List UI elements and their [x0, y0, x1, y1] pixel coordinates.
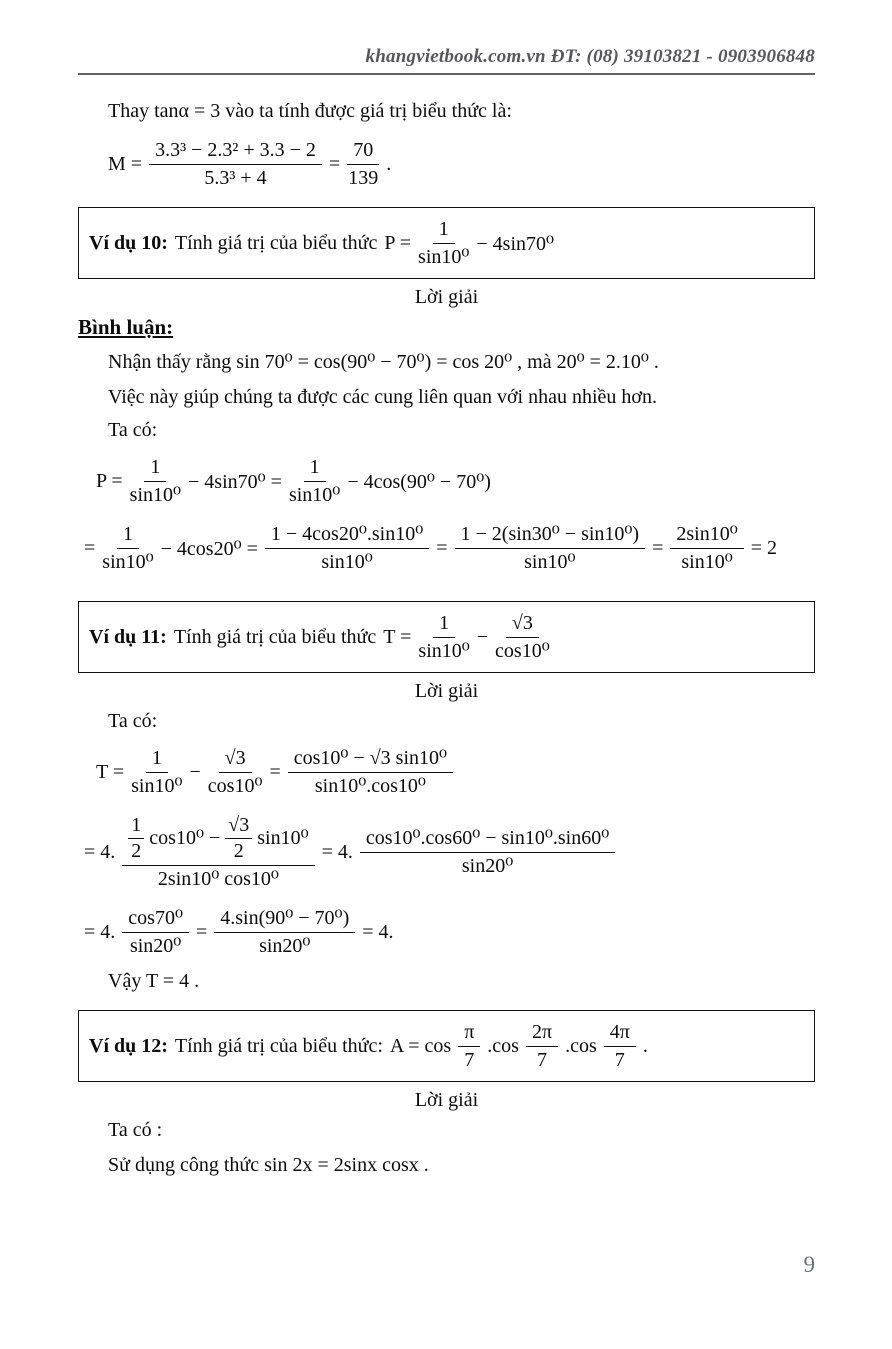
- paragraph-text: Thay tanα = 3 vào ta tính được giá trị biểu thức là:: [108, 100, 512, 122]
- formula-usage-text: Sử dụng công thức sin 2x = 2sinx cosx .: [108, 1154, 429, 1176]
- fraction-denominator: 7: [537, 1048, 548, 1071]
- fraction-denominator: sin10⁰: [524, 551, 576, 573]
- solution-heading-text: Lời giải: [414, 680, 479, 702]
- example-10-desc: Tính giá trị của biểu thức: [174, 231, 378, 254]
- example-box-12: [78, 1010, 815, 1082]
- solution-heading: [78, 286, 815, 309]
- paragraph-thay: [108, 97, 815, 126]
- example-box-11: [78, 601, 815, 673]
- comment-heading-text: Bình luận:: [78, 315, 174, 339]
- fraction: [289, 455, 340, 508]
- fraction-denominator: sin10⁰: [681, 551, 733, 573]
- equals-sign: =: [652, 537, 664, 559]
- fraction: [418, 611, 469, 664]
- formula-lhs: P =: [384, 231, 412, 254]
- fraction-numerator: 1 − 4cos20⁰.sin10⁰: [265, 522, 429, 549]
- fraction: [458, 1020, 480, 1073]
- fraction: [265, 522, 429, 575]
- ta-co-text: Ta có :: [108, 1119, 163, 1141]
- fraction-denominator: sin20⁰: [461, 855, 514, 877]
- formula-tail: = 2: [750, 537, 778, 559]
- ta-co-line: [108, 416, 815, 445]
- fraction-denominator: 5.3³ + 4: [204, 167, 267, 189]
- formula-lhs: P =: [96, 470, 123, 492]
- fraction-numerator: [122, 813, 314, 866]
- fraction: [225, 813, 252, 864]
- fraction: [604, 1020, 636, 1073]
- fraction-denominator: cos10⁰: [495, 639, 550, 662]
- formula-lhs: T =: [96, 761, 125, 783]
- fraction-numerator: 2sin10⁰: [670, 522, 743, 549]
- fraction: [208, 746, 263, 799]
- fraction-numerator: 1: [146, 746, 168, 773]
- equals-sign: =: [84, 537, 96, 559]
- fraction: [418, 217, 469, 270]
- fraction: [122, 813, 314, 892]
- example-12-desc: Tính giá trị của biểu thức:: [174, 1034, 383, 1057]
- formula-p-row-2: [84, 522, 815, 575]
- formula-tail: = 4.: [362, 921, 394, 943]
- ta-co-text: Ta có:: [108, 710, 158, 732]
- minus-sign: −: [476, 625, 489, 648]
- conclusion-text: Vậy T = 4 .: [108, 970, 200, 992]
- example-11-label: Ví dụ 11:: [89, 625, 167, 648]
- fraction-numerator: 1: [304, 455, 326, 482]
- formula-usage-line: [108, 1151, 815, 1180]
- fraction: [360, 826, 615, 879]
- equals-sign: =: [269, 761, 281, 783]
- fraction: [495, 611, 550, 664]
- fraction: [526, 1020, 558, 1073]
- fraction: [670, 522, 743, 575]
- equals-sign: = 4.: [321, 841, 353, 863]
- period: .: [386, 153, 392, 175]
- fraction-denominator: sin10⁰: [418, 245, 470, 268]
- equals-sign: = 4.: [84, 841, 116, 863]
- comment-heading: [78, 315, 815, 340]
- formula-lhs: T =: [383, 625, 412, 648]
- equals-sign: =: [436, 537, 448, 559]
- equals-sign: =: [328, 153, 341, 175]
- fraction-denominator: cos10⁰: [207, 775, 263, 797]
- solution-heading: [78, 1089, 815, 1112]
- fraction: [288, 746, 453, 799]
- fraction-numerator: π: [458, 1020, 480, 1047]
- fraction: [149, 138, 322, 191]
- fraction-numerator: √3: [506, 611, 539, 638]
- fraction: [455, 522, 646, 575]
- formula-tail: − 4sin70⁰: [476, 232, 555, 255]
- fraction-numerator: 4π: [604, 1020, 636, 1047]
- fraction: [214, 906, 355, 959]
- formula-t-row-1: [96, 746, 815, 799]
- fraction-denominator: 2: [233, 840, 244, 862]
- fraction-denominator: 7: [614, 1048, 625, 1071]
- solution-heading: [78, 680, 815, 703]
- page-number-text: 9: [803, 1252, 815, 1277]
- fraction-numerator: 4.sin(90⁰ − 70⁰): [214, 906, 355, 933]
- conclusion-line: [108, 967, 815, 996]
- fraction-denominator: sin20⁰: [129, 935, 182, 957]
- fraction: [347, 138, 379, 191]
- formula-p-row-1: [96, 455, 815, 508]
- equals-sign: = 4.: [84, 921, 116, 943]
- fraction-numerator: 3.3³ − 2.3² + 3.3 − 2: [149, 138, 322, 165]
- fraction-numerator: 2π: [526, 1020, 558, 1047]
- fraction: [128, 813, 144, 864]
- fraction-denominator: sin10⁰: [288, 484, 341, 506]
- comment-line-2: [108, 383, 815, 412]
- ta-co-line: [108, 1116, 815, 1145]
- fraction-denominator: 2: [131, 840, 142, 862]
- solution-heading-text: Lời giải: [414, 286, 479, 308]
- example-10-label: Ví dụ 10:: [89, 231, 168, 254]
- fraction-numerator: 70: [347, 138, 379, 165]
- fraction-denominator: sin20⁰: [259, 935, 311, 957]
- minus-sign: −: [189, 761, 201, 783]
- fraction: [130, 455, 181, 508]
- fraction: [122, 906, 189, 959]
- fraction-denominator: sin10⁰: [102, 551, 154, 573]
- formula-mid: .cos: [565, 1034, 597, 1057]
- fraction-denominator: 139: [348, 167, 379, 189]
- fraction-denominator: 7: [464, 1048, 475, 1071]
- fraction: [102, 522, 153, 575]
- fraction-numerator: 1: [144, 455, 166, 482]
- header-contact-line: [78, 46, 815, 75]
- formula-mid: − 4cos20⁰ =: [160, 538, 258, 560]
- fraction-numerator: √3: [219, 746, 252, 773]
- example-11-desc: Tính giá trị của biểu thức: [173, 625, 377, 648]
- period: .: [642, 1034, 648, 1057]
- equals-sign: =: [195, 921, 208, 943]
- fraction-denominator: sin10⁰.cos10⁰: [314, 775, 426, 797]
- fraction-numerator: 1 − 2(sin30⁰ − sin10⁰): [455, 522, 646, 549]
- formula-mid: cos10⁰ −: [149, 827, 221, 849]
- comment-line-1: [108, 348, 815, 377]
- ta-co-line: [108, 707, 815, 736]
- fraction-numerator: 1: [433, 611, 455, 638]
- formula-mid: sin10⁰: [257, 827, 309, 849]
- example-box-10: [78, 207, 815, 279]
- formula-mid: − 4sin70⁰ =: [188, 471, 282, 493]
- fraction-numerator: √3: [225, 813, 252, 839]
- solution-heading-text: Lời giải: [414, 1089, 479, 1111]
- formula-lhs: A = cos: [389, 1034, 452, 1057]
- fraction-numerator: 1: [128, 813, 144, 839]
- formula-tail: − 4cos(90⁰ − 70⁰): [347, 471, 491, 493]
- header-text: khangvietbook.com.vn ĐT: (08) 39103821 - 0903906848: [365, 46, 815, 67]
- page-number: [804, 1252, 816, 1278]
- fraction-denominator: sin10⁰: [321, 551, 373, 573]
- comment-text: Việc này giúp chúng ta được các cung liên quan với nhau nhiều hơn.: [108, 386, 657, 408]
- fraction-denominator: sin10⁰: [131, 775, 183, 797]
- formula-m: [108, 138, 815, 191]
- fraction-numerator: cos10⁰ − √3 sin10⁰: [288, 746, 453, 773]
- fraction-denominator: sin10⁰: [418, 639, 470, 662]
- fraction-numerator: 1: [433, 217, 455, 244]
- formula-t-row-2: [84, 813, 815, 892]
- ta-co-text: Ta có:: [108, 419, 158, 441]
- fraction-numerator: cos10⁰.cos60⁰ − sin10⁰.sin60⁰: [360, 826, 615, 853]
- example-12-label: Ví dụ 12:: [89, 1034, 168, 1057]
- formula-mid: .cos: [487, 1034, 519, 1057]
- fraction-numerator: 1: [117, 522, 139, 549]
- fraction: [131, 746, 182, 799]
- comment-text: Nhận thấy rằng sin 70⁰ = cos(90⁰ − 70⁰) = cos 20⁰ , mà 20⁰ = 2.10⁰ .: [108, 351, 659, 373]
- formula-lhs: M =: [108, 153, 143, 175]
- formula-t-row-3: [84, 906, 815, 959]
- fraction-denominator: 2sin10⁰ cos10⁰: [157, 868, 279, 890]
- fraction-numerator: cos70⁰: [122, 906, 189, 933]
- fraction-denominator: sin10⁰: [129, 484, 182, 506]
